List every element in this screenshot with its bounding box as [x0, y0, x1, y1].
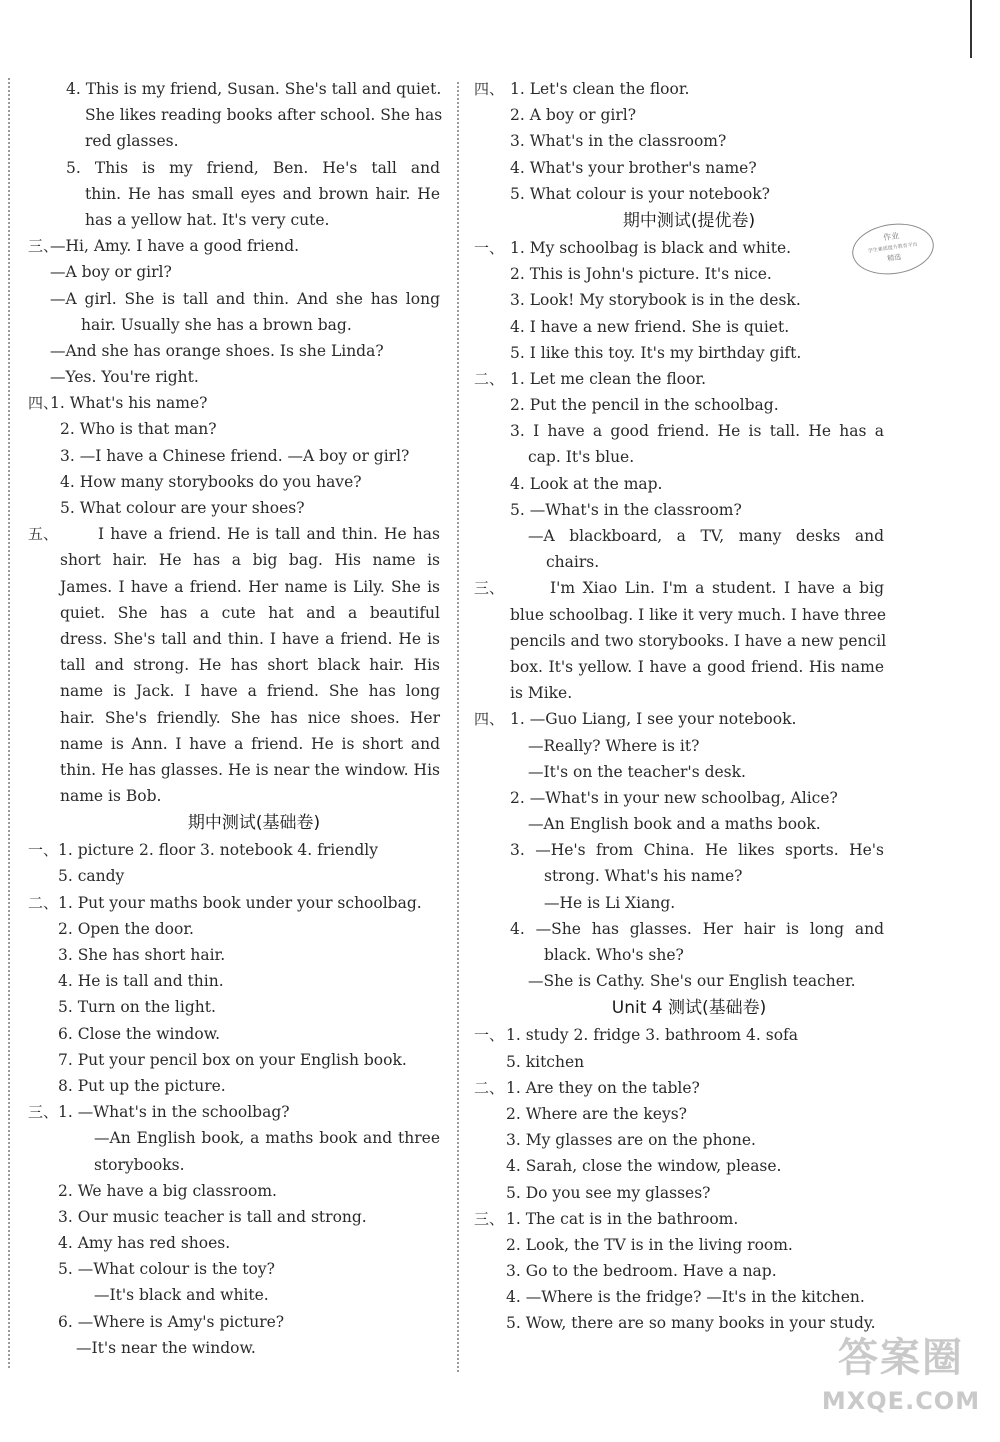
text-line: pencils and two storybooks. I have a new pencil: [510, 631, 887, 650]
text-line: 2. —What's in your new schoolbag, Alice?: [510, 788, 838, 807]
section-marker: 四、: [28, 394, 59, 413]
text-line: —And she has orange shoes. Is she Linda?: [50, 341, 384, 360]
text-line: She likes reading books after school. She has: [85, 106, 443, 125]
text-line: I'm Xiao Lin. I'm a student. I have a big: [550, 579, 884, 598]
text-line: —An English book and a maths book.: [528, 815, 821, 834]
section-heading: 期中测试(基础卷): [187, 813, 321, 834]
text-line: 4. How many storybooks do you have?: [60, 472, 362, 491]
text-line: 3. Look! My storybook is in the desk.: [510, 291, 801, 310]
text-line: 1. Let's clean the floor.: [510, 80, 690, 98]
text-line: 4. Look at the map.: [510, 474, 663, 493]
text-line: red glasses.: [85, 132, 179, 151]
section-marker: 五、: [28, 525, 59, 544]
text-line: 1. Are they on the table?: [506, 1078, 700, 1097]
section-marker: 二、: [474, 1078, 505, 1097]
text-line: 2. Open the door.: [58, 919, 194, 938]
text-line: —It's near the window.: [76, 1338, 256, 1357]
section-marker: 三、: [474, 579, 505, 598]
text-line: 1. The cat is in the bathroom.: [506, 1209, 739, 1228]
text-line: 1. —What's in the schoolbag?: [58, 1103, 290, 1122]
text-line: black. Who's she?: [544, 946, 684, 964]
text-line: 4. Sarah, close the window, please.: [506, 1157, 782, 1176]
text-line: has a yellow hat. It's very cute.: [85, 210, 330, 229]
text-line: 3. —He's from China. He likes sports. He's: [510, 841, 884, 860]
text-line: —She is Cathy. She's our English teacher.: [528, 972, 856, 991]
text-line: —An English book, a maths book and three: [94, 1129, 440, 1148]
page-edge-mark: [970, 0, 972, 58]
text-line: I have a friend. He is tall and thin. He has: [98, 525, 440, 544]
section-marker: 一、: [28, 841, 59, 860]
site-watermark: 答案圈 MXQE.COM: [821, 1335, 981, 1415]
section-heading: 期中测试(提优卷): [622, 210, 756, 231]
text-line: blue schoolbag. I like it very much. I have three: [510, 605, 887, 624]
text-line: 3. —I have a Chinese friend. —A boy or girl?: [60, 446, 410, 465]
text-line: name is Jack. I have a friend. She has long: [60, 682, 440, 701]
text-line: cap. It's blue.: [528, 448, 635, 467]
section-marker: 四、: [474, 710, 505, 729]
section-marker: 三、: [28, 237, 59, 256]
section-heading: Unit 4 测试(基础卷): [611, 998, 767, 1019]
text-line: 3. She has short hair.: [58, 946, 226, 964]
text-line: 2. We have a big classroom.: [58, 1181, 277, 1200]
text-line: —Really? Where is it?: [528, 736, 700, 755]
column-divider-dotted-line: [457, 82, 459, 1372]
text-line: storybooks.: [94, 1155, 185, 1174]
text-line: —It's on the teacher's desk.: [528, 762, 746, 781]
text-line: thin. He has glasses. He is near the window. His: [60, 760, 440, 779]
text-line: 2. Look, the TV is in the living room.: [506, 1235, 793, 1254]
text-line: 4. This is my friend, Susan. She's tall and quiet.: [66, 80, 442, 98]
section-marker: 四、: [474, 80, 505, 98]
text-line: tall and strong. He has short black hair. His: [60, 656, 440, 675]
text-line: James. I have a friend. Her name is Lily. She is: [60, 577, 440, 596]
text-line: box. It's yellow. I have a good friend. His name: [510, 657, 884, 676]
text-line: 4. What's your brother's name?: [510, 158, 757, 177]
text-line: —A girl. She is tall and thin. And she has long: [50, 289, 440, 308]
section-marker: 一、: [474, 238, 505, 257]
text-line: 1. My schoolbag is black and white.: [510, 238, 792, 257]
text-line: 2. Where are the keys?: [506, 1104, 687, 1123]
text-line: 4. I have a new friend. She is quiet.: [510, 317, 790, 336]
text-line: name is Bob.: [60, 787, 162, 806]
text-line: 5. candy: [58, 867, 125, 886]
text-line: 5. What colour are your shoes?: [60, 499, 305, 517]
text-line: 2. This is John's picture. It's nice.: [510, 265, 772, 284]
left-margin-dotted-line: [8, 78, 10, 1368]
text-line: 1. Put your maths book under your schoolbag.: [58, 893, 422, 912]
text-line: is Mike.: [510, 684, 573, 703]
text-line: 5. What colour is your notebook?: [510, 184, 770, 203]
text-line: 8. Put up the picture.: [58, 1076, 226, 1095]
text-line: 4. —Where is the fridge? —It's in the kitchen.: [506, 1288, 865, 1307]
text-line: 5. kitchen: [506, 1052, 585, 1071]
right-column: [474, 76, 887, 1337]
text-line: 3. Our music teacher is tall and strong.: [58, 1207, 367, 1226]
text-line: 2. Put the pencil in the schoolbag.: [510, 396, 779, 415]
text-line: short hair. He has a big bag. His name is: [60, 551, 440, 570]
text-line: 5. —What's in the classroom?: [510, 500, 742, 519]
left-column: [28, 76, 443, 1361]
text-line: 4. Amy has red shoes.: [58, 1234, 231, 1253]
text-line: 6. —Where is Amy's picture?: [58, 1312, 285, 1331]
text-line: 1. —Guo Liang, I see your notebook.: [510, 710, 797, 729]
text-line: 4. —She has glasses. Her hair is long and: [510, 919, 884, 938]
text-line: name is Ann. I have a friend. He is short and: [60, 734, 440, 753]
section-marker: 二、: [474, 369, 505, 388]
text-line: —A blackboard, a TV, many desks and: [528, 527, 884, 545]
text-line: 3. Go to the bedroom. Have a nap.: [506, 1262, 777, 1281]
text-line: strong. What's his name?: [544, 867, 743, 886]
section-marker: 三、: [474, 1209, 505, 1228]
text-line: quiet. She has a cute hat and a beautiful: [60, 603, 440, 622]
text-line: 5. I like this toy. It's my birthday gift.: [510, 343, 802, 362]
text-line: 2. Who is that man?: [60, 420, 217, 439]
text-line: 5. —What colour is the toy?: [58, 1260, 275, 1279]
text-line: dress. She's tall and thin. I have a friend. He is: [60, 629, 440, 648]
text-line: 1. Let me clean the floor.: [510, 369, 707, 388]
text-line: 5. This is my friend, Ben. He's tall and: [66, 158, 440, 177]
homework-stamp: 作业 学生素质提升教育平台 精选: [849, 219, 937, 280]
text-line: —Hi, Amy. I have a good friend.: [50, 237, 300, 256]
text-line: 3. My glasses are on the phone.: [506, 1131, 756, 1150]
section-marker: 二、: [28, 893, 59, 912]
text-line: 5. Do you see my glasses?: [506, 1183, 711, 1202]
text-line: hair. She's friendly. She has nice shoes. Her: [60, 708, 440, 727]
text-line: chairs.: [546, 553, 600, 572]
section-marker: 三、: [28, 1103, 59, 1122]
text-line: 2. A boy or girl?: [510, 106, 636, 125]
text-line: hair. Usually she has a brown bag.: [81, 315, 352, 334]
text-line: 1. picture 2. floor 3. notebook 4. friendly: [58, 841, 378, 860]
text-line: —It's black and white.: [94, 1286, 269, 1305]
text-line: —He is Li Xiang.: [544, 893, 676, 912]
text-line: 3. I have a good friend. He is tall. He has a: [510, 422, 884, 441]
text-line: 6. Close the window.: [58, 1024, 221, 1043]
text-line: —A boy or girl?: [50, 263, 172, 282]
text-line: 1. study 2. fridge 3. bathroom 4. sofa: [506, 1026, 799, 1045]
text-line: 4. He is tall and thin.: [58, 972, 224, 991]
section-marker: 一、: [474, 1026, 505, 1045]
text-line: thin. He has small eyes and brown hair. He: [85, 184, 440, 203]
text-line: 7. Put your pencil box on your English book.: [58, 1050, 407, 1069]
text-line: —Yes. You're right.: [50, 368, 199, 387]
text-line: 1. What's his name?: [50, 394, 208, 413]
text-line: 5. Wow, there are so many books in your study.: [506, 1314, 876, 1333]
text-line: 3. What's in the classroom?: [510, 132, 727, 151]
text-line: 5. Turn on the light.: [58, 998, 216, 1017]
